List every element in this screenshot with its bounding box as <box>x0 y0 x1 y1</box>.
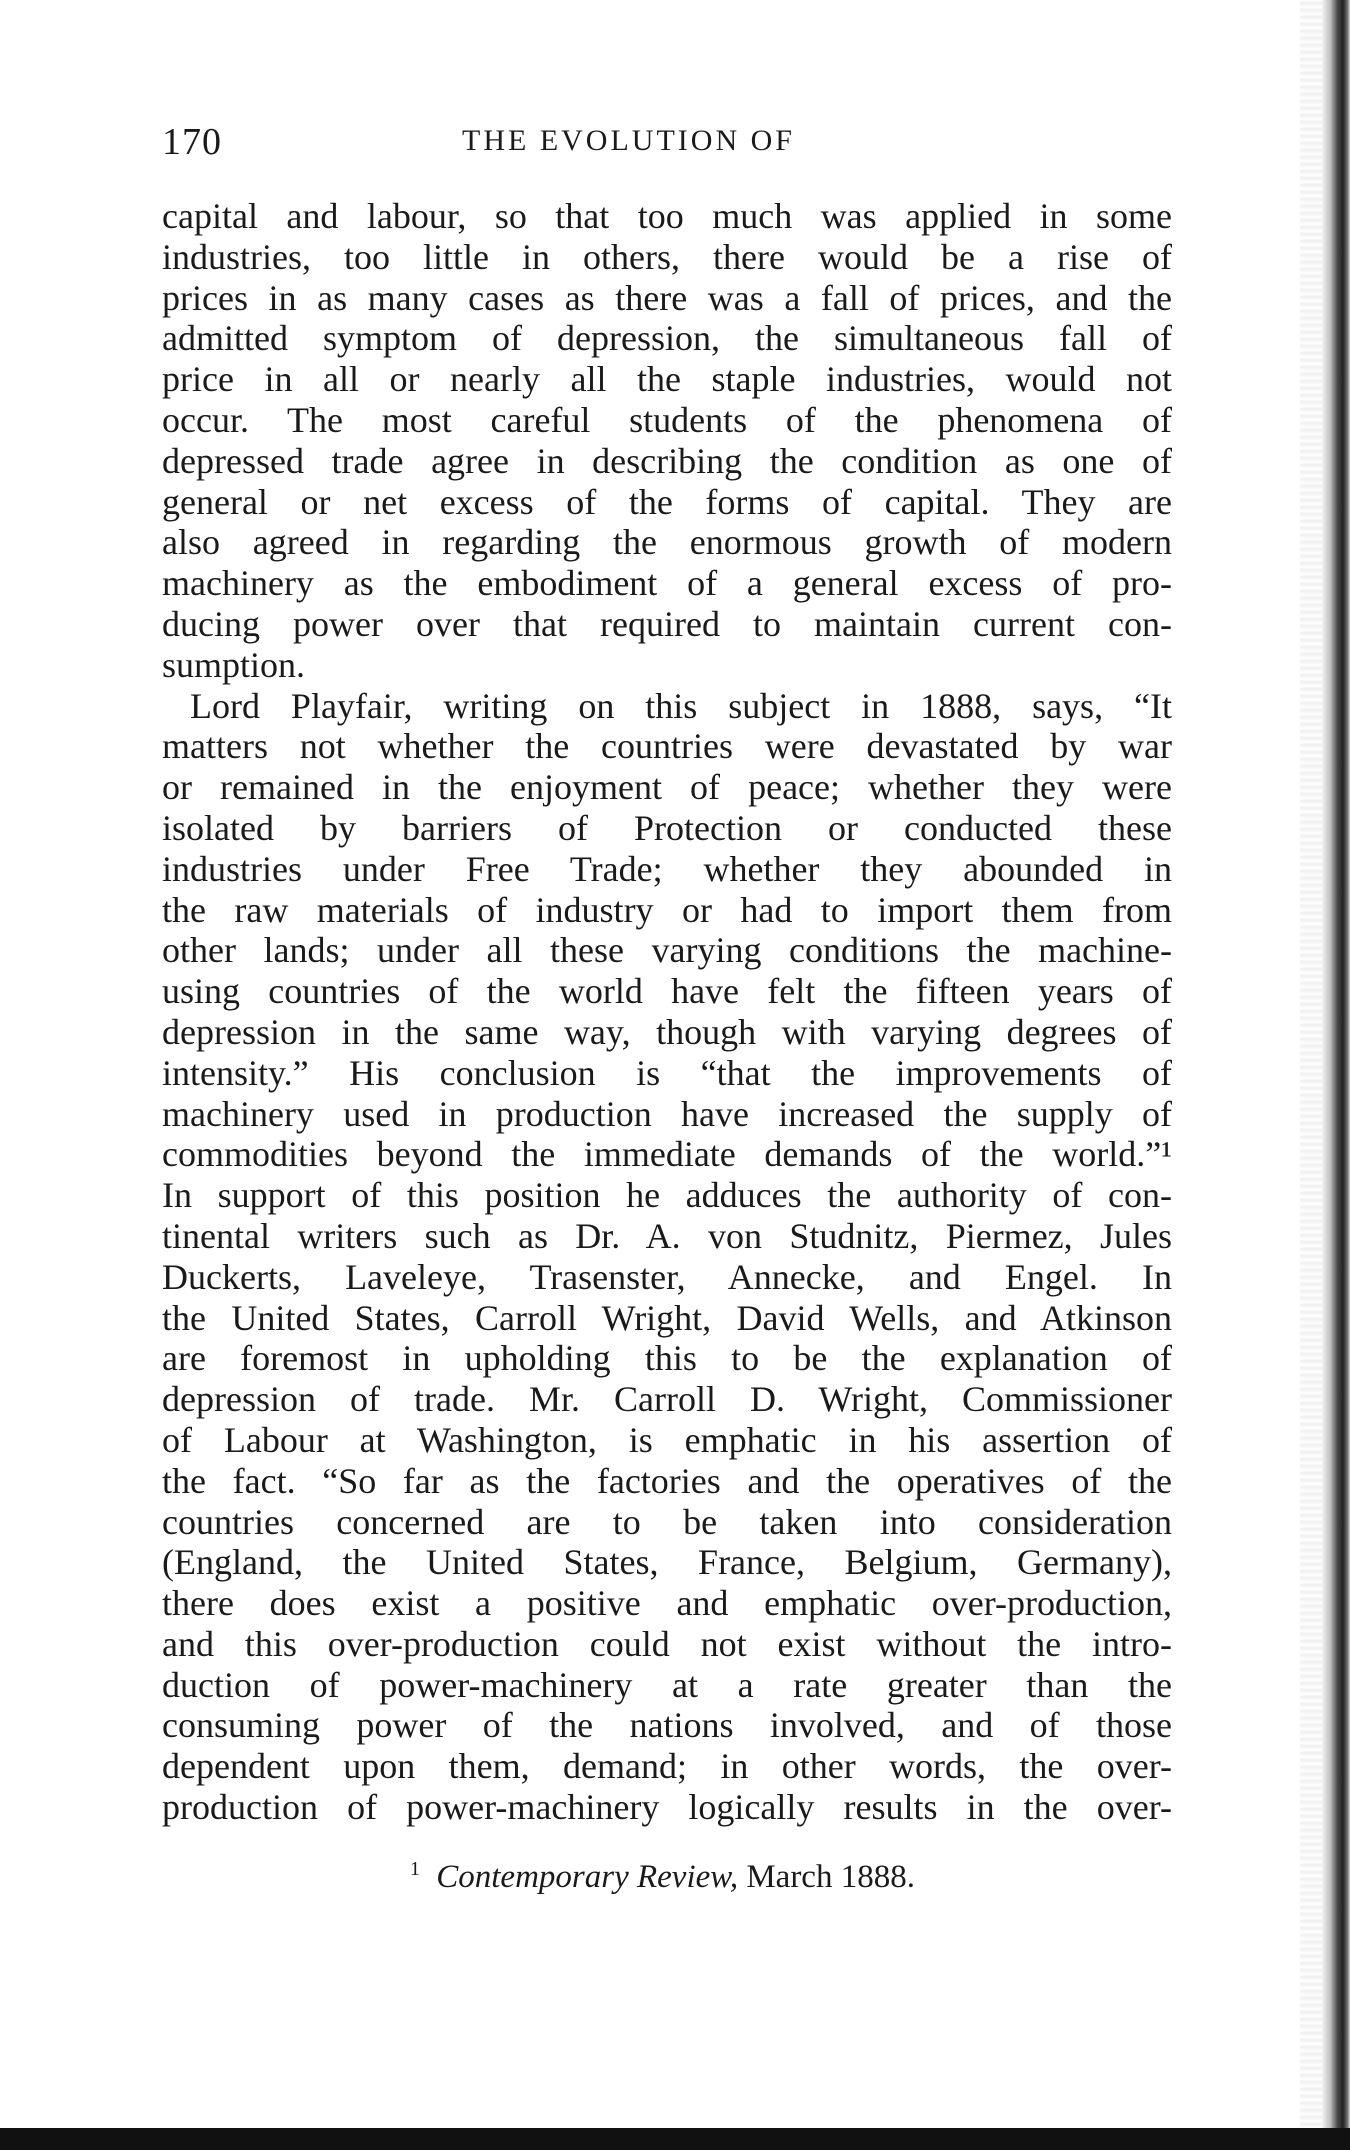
text-line: other lands; under all these varying conditions the machine- <box>162 930 1172 971</box>
text-line: tinental writers such as Dr. A. von Studnitz, Piermez, Jules <box>162 1215 1172 1256</box>
text-line: admitted symptom of depression, the simultaneous fall of <box>162 318 1172 359</box>
text-line: the United States, Carroll Wright, David Wells, and Atkinson <box>162 1297 1172 1338</box>
page-edge-shadow <box>1300 0 1322 2150</box>
text-line: or remained in the enjoyment of peace; whether they were <box>162 767 1172 808</box>
text-line: industries, too little in others, there would be a rise of <box>162 236 1172 277</box>
text-line: In support of this position he adduces the authority of con- <box>162 1175 1172 1216</box>
footnote-date: March 1888. <box>746 1859 915 1895</box>
page-number: 170 <box>162 121 222 163</box>
footnote <box>410 1858 915 1896</box>
text-line: duction of power-machinery at a rate greater than the <box>162 1664 1172 1705</box>
footnote-source-title: Contemporary Review, <box>436 1859 739 1895</box>
text-line: production of power-machinery logically results in the over- <box>162 1787 1172 1828</box>
page-header <box>162 120 1172 168</box>
text-line: depressed trade agree in describing the condition as one of <box>162 440 1172 481</box>
text-line: commodities beyond the immediate demands of the world.”¹ <box>162 1134 1172 1175</box>
text-line: matters not whether the countries were devastated by war <box>162 726 1172 767</box>
text-line: Duckerts, Laveleye, Trasenster, Annecke, and Engel. In <box>162 1256 1172 1297</box>
body-text <box>162 196 1172 1828</box>
text-line: are foremost in upholding this to be the explanation of <box>162 1338 1172 1379</box>
text-line: industries under Free Trade; whether they abounded in <box>162 848 1172 889</box>
text-line: intensity.” His conclusion is “that the improvements of <box>162 1052 1172 1093</box>
text-line: general or net excess of the forms of capital. They are <box>162 481 1172 522</box>
text-line: Lord Playfair, writing on this subject in 1888, says, “It <box>190 685 1172 726</box>
text-line: using countries of the world have felt the fifteen years of <box>162 971 1172 1012</box>
text-line: isolated by barriers of Protection or conducted these <box>162 807 1172 848</box>
text-line: occur. The most careful students of the phenomena of <box>162 399 1172 440</box>
text-line: the raw materials of industry or had to import them from <box>162 889 1172 930</box>
text-line: (England, the United States, France, Belgium, Germany), <box>162 1542 1172 1583</box>
running-head: THE EVOLUTION OF <box>462 124 795 157</box>
footnote-mark: 1 <box>410 1858 420 1880</box>
scan-bottom-border <box>0 2128 1350 2150</box>
text-line: there does exist a positive and emphatic over-production, <box>162 1583 1172 1624</box>
text-line: machinery used in production have increased the supply of <box>162 1093 1172 1134</box>
text-line: price in all or nearly all the staple industries, would not <box>162 359 1172 400</box>
text-line: of Labour at Washington, is emphatic in his assertion of <box>162 1419 1172 1460</box>
text-line: capital and labour, so that too much was applied in some <box>162 196 1172 236</box>
text-line: countries concerned are to be taken into consideration <box>162 1501 1172 1542</box>
text-line: consuming power of the nations involved, and of those <box>162 1705 1172 1746</box>
text-line: depression in the same way, though with varying degrees of <box>162 1011 1172 1052</box>
text-line: prices in as many cases as there was a fall of prices, and the <box>162 277 1172 318</box>
text-line: ducing power over that required to maintain current con- <box>162 603 1172 644</box>
text-line: also agreed in regarding the enormous growth of modern <box>162 522 1172 563</box>
text-line: and this over-production could not exist without the intro- <box>162 1623 1172 1664</box>
text-line: depression of trade. Mr. Carroll D. Wright, Commissioner <box>162 1379 1172 1420</box>
text-line: machinery as the embodiment of a general excess of pro- <box>162 563 1172 604</box>
page-edge <box>1322 0 1350 2150</box>
text-line: dependent upon them, demand; in other words, the over- <box>162 1746 1172 1787</box>
text-line: the fact. “So far as the factories and the operatives of the <box>162 1460 1172 1501</box>
text-line: sumption. <box>162 644 306 685</box>
